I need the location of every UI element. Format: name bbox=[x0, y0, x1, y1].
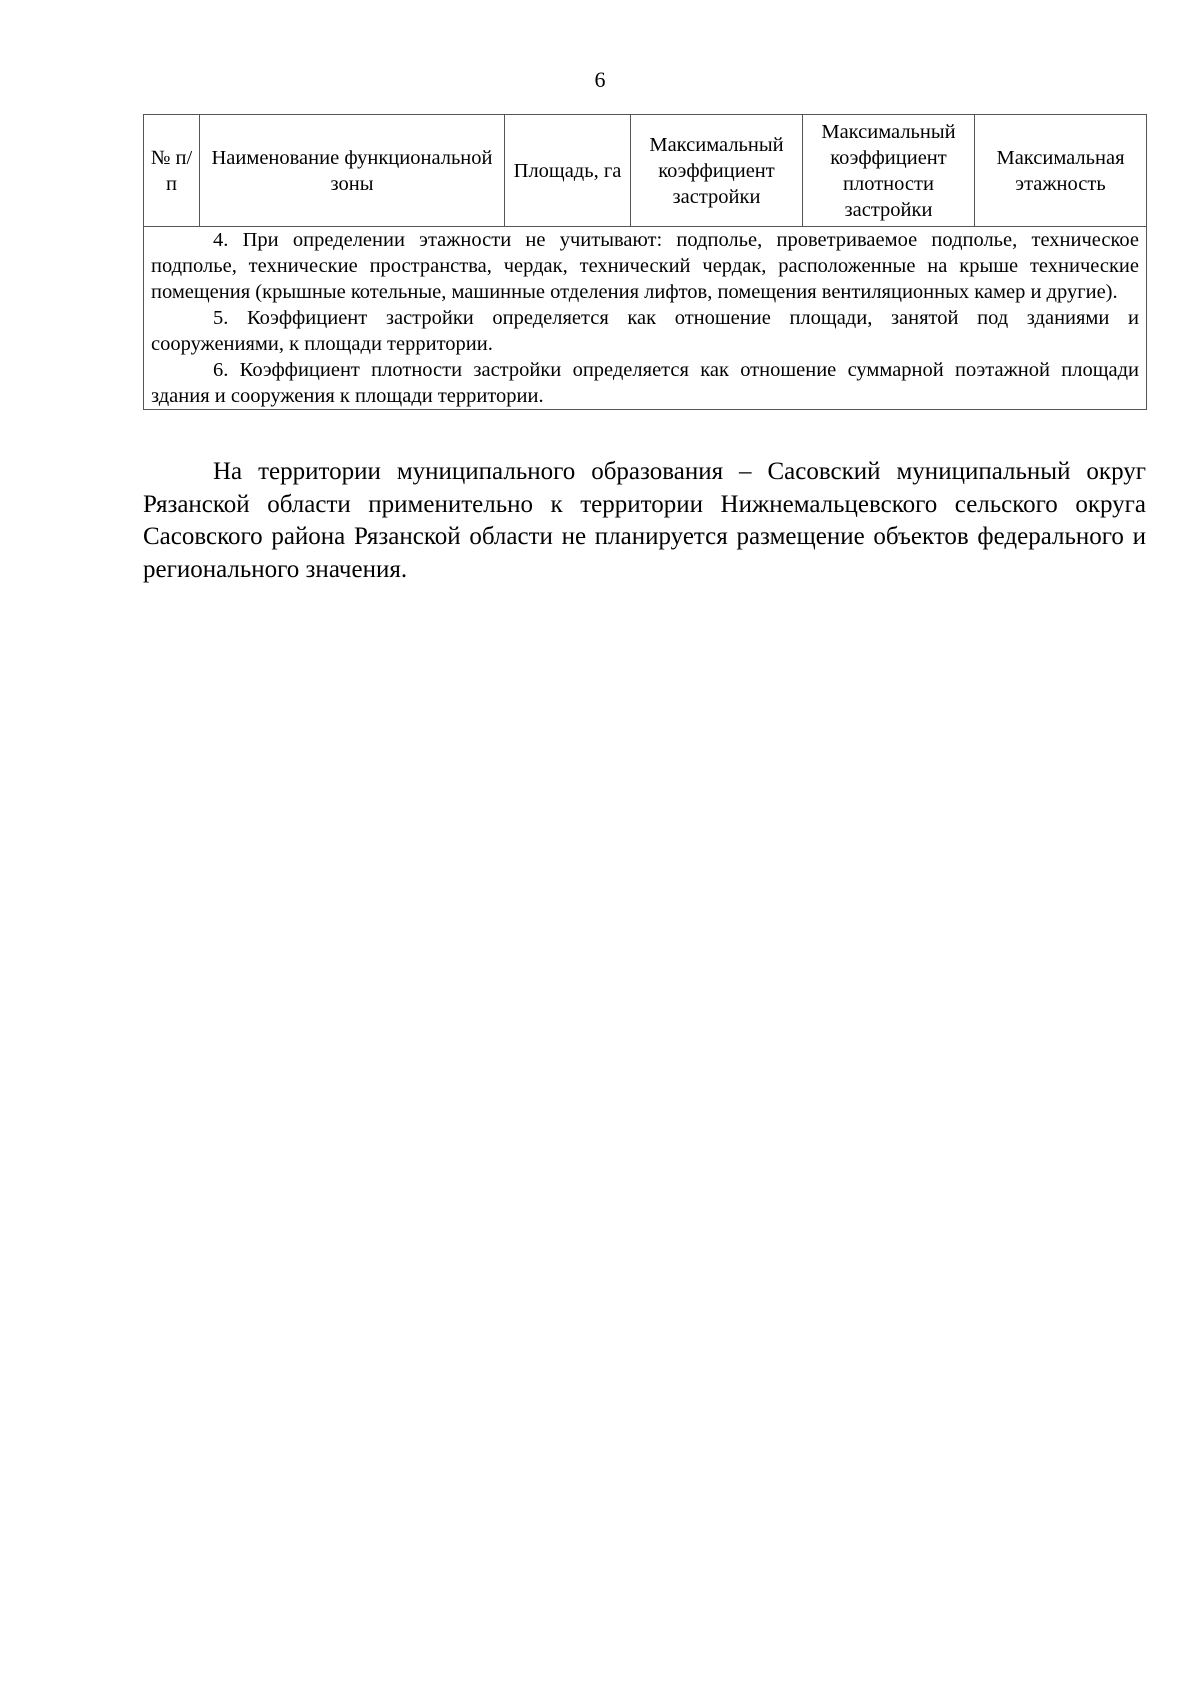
notes-cell bbox=[144, 227, 1147, 410]
page-number: 6 bbox=[594, 67, 606, 92]
note-item: 4. При определении этажности не учитывают: подполье, проветриваемое подполье, техническое подполье, технические пространства, чердак, технический чердак, расположенные на крыше технические помещения (крышные котельные, машинные отделения лифтов, помещения вентиляционных камер и другие). bbox=[151, 229, 1139, 303]
header-area: Площадь, га bbox=[505, 115, 631, 227]
zones-table bbox=[143, 114, 1147, 410]
note-item: 6. Коэффициент плотности застройки определяется как отношение суммарной поэтажной площади здания и сооружения к площади территории. bbox=[151, 359, 1139, 407]
body-paragraph: На территории муниципального образования – Сасовский муниципальный округ Рязанской области применительно к территории Нижнемальцевского сельского округа Сасовского района Рязанской области не планируется размещение объектов федерального и регионального значения. bbox=[143, 458, 1146, 583]
table-notes-row bbox=[144, 227, 1147, 410]
header-zone-name: Наименование функциональной зоны bbox=[200, 115, 505, 227]
header-number: № п/п bbox=[144, 115, 200, 227]
note-item: 5. Коэффициент застройки определяется как отношение площади, занятой под зданиями и сооружениями, к площади территории. bbox=[151, 307, 1139, 355]
header-max-density-coefficient: Максимальный коэффициент плотности застройки bbox=[803, 115, 975, 227]
header-max-build-coefficient: Максимальный коэффициент застройки bbox=[631, 115, 803, 227]
header-max-floors: Максимальная этажность bbox=[975, 115, 1147, 227]
table-header-row bbox=[144, 115, 1147, 227]
